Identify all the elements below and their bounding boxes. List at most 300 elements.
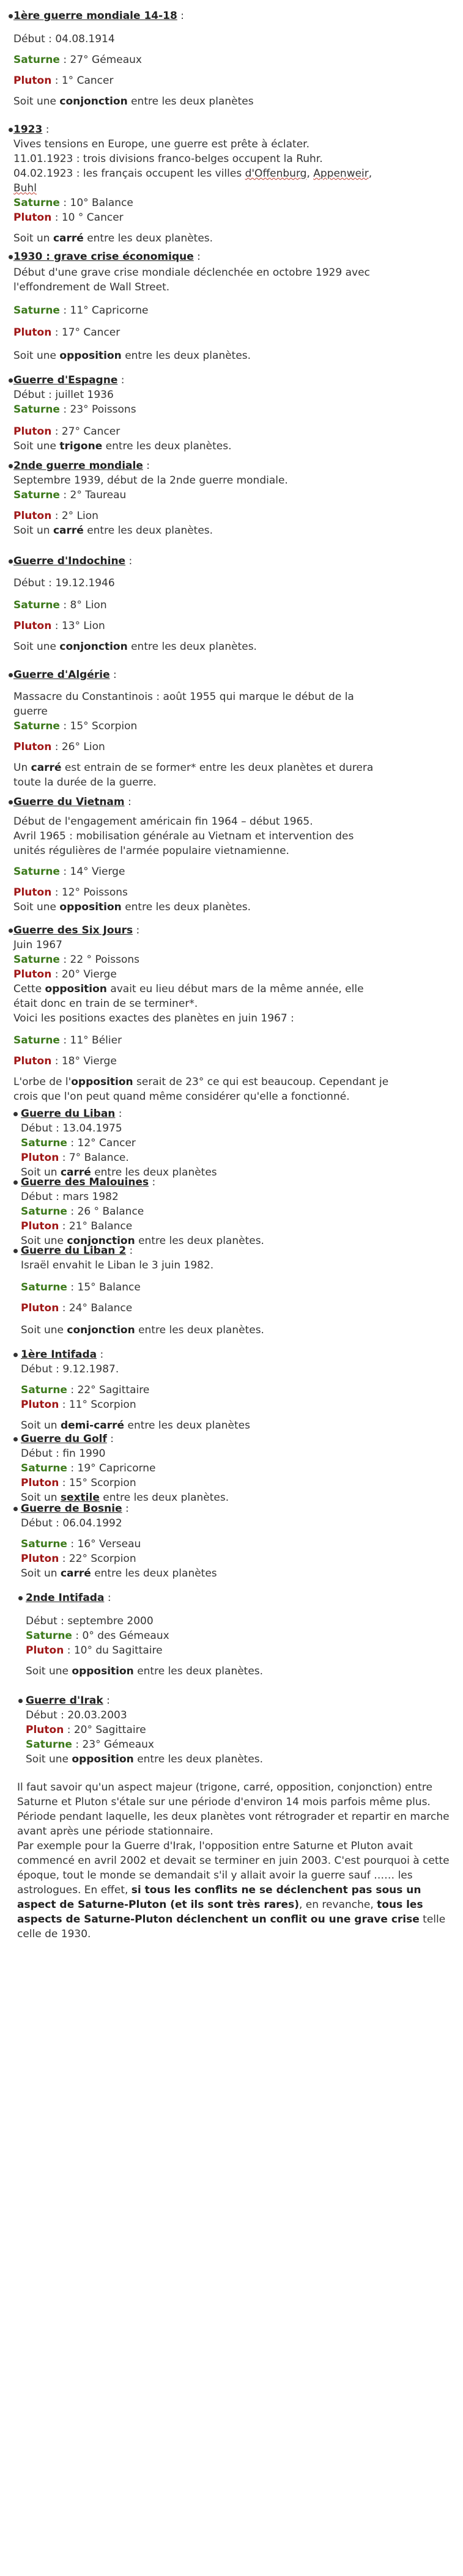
pluton-sep: :: [51, 741, 59, 753]
pluton-sep: :: [51, 968, 59, 981]
soit-prefix: Soit une: [13, 350, 60, 362]
text-line: [13, 303, 149, 318]
soit-prefix: Soit une: [13, 641, 60, 653]
pluton-label: Pluton: [13, 326, 52, 339]
text-part: avait eu lieu début mars de la même année, elle: [106, 983, 364, 995]
description-line: Vives tensions en Europe, une guerre est prête à éclater.: [13, 138, 310, 150]
text-line: [13, 982, 364, 996]
entry-title[interactable]: Guerre d'Irak: [26, 1695, 103, 1707]
pluton-sep: :: [59, 1220, 66, 1232]
conclusion-paragraph: [17, 1839, 457, 1941]
aspect-name: carré: [53, 232, 84, 245]
text-line: [13, 509, 98, 523]
pluton-label: Pluton: [13, 741, 52, 753]
title-sep: :: [126, 1245, 133, 1257]
soit-suffix: entre les deux planètes.: [127, 641, 257, 653]
soit-suffix: entre les deux planètes.: [99, 1492, 229, 1504]
text-line: [13, 554, 132, 569]
soit-suffix: entre les deux planètes.: [121, 350, 251, 362]
bullet-icon: [9, 929, 13, 933]
description-line: Voici les positions exactes des planètes en juin 1967 :: [13, 1012, 294, 1025]
description-line: Massacre du Constantinois : août 1955 qui marque le début de la: [13, 691, 354, 703]
pluton-position: 12° Poissons: [61, 886, 128, 899]
text-line: [13, 639, 257, 654]
pluton-position: 13° Lion: [61, 620, 105, 632]
pluton-sep: :: [64, 1724, 71, 1736]
text-line: [13, 424, 120, 439]
pluton-sep: :: [59, 1399, 66, 1411]
pluton-position: 10° du Sagittaire: [73, 1644, 163, 1657]
aspect-name: carré: [60, 1567, 91, 1580]
saturne-position: 12° Cancer: [77, 1137, 136, 1149]
title-sep: :: [122, 1503, 129, 1515]
text-line: [13, 373, 125, 388]
soit-suffix: entre les deux planètes: [124, 1419, 250, 1432]
pluton-label: Pluton: [13, 75, 52, 87]
soit-suffix: entre les deux planètes.: [83, 232, 213, 245]
pluton-position: 1° Cancer: [61, 75, 114, 87]
text-part: L'orbe de l': [13, 1076, 72, 1088]
saturne-label: Saturne: [21, 1137, 67, 1149]
text-line: [13, 829, 354, 844]
text-line: [21, 1301, 132, 1316]
bullet-icon: [9, 255, 13, 259]
text-line: [13, 619, 105, 633]
text-line: [21, 1136, 136, 1150]
text-line: [21, 1566, 217, 1581]
saturne-position: 26 ° Balance: [77, 1205, 144, 1218]
debut-line: Début : 06.04.1992: [21, 1517, 122, 1529]
text-line: [21, 1362, 119, 1377]
saturne-position: 11° Capricorne: [70, 304, 149, 317]
text-line: [21, 1190, 119, 1204]
text-line: [13, 488, 126, 502]
saturne-position: 19° Capricorne: [77, 1462, 156, 1474]
text-line: [13, 1075, 388, 1089]
pluton-sep: :: [51, 620, 59, 632]
soit-prefix: Soit une: [26, 1753, 72, 1765]
comma: ,: [368, 167, 372, 180]
soit-prefix: Soit un: [21, 1419, 61, 1432]
saturne-label: Saturne: [26, 1630, 72, 1642]
aspect-name: sextile: [60, 1492, 100, 1504]
soit-prefix: Soit un: [21, 1492, 61, 1504]
pluton-sep: :: [59, 1152, 66, 1164]
text-line: [13, 996, 198, 1011]
entry-title[interactable]: Guerre du Vietnam: [13, 796, 125, 808]
text-line: [13, 9, 184, 23]
debut-line: Début : 20.03.2003: [26, 1709, 127, 1721]
entry-title[interactable]: Guerre du Golf: [21, 1433, 107, 1445]
soit-suffix: entre les deux planètes.: [102, 440, 232, 452]
soit-prefix: Soit une: [21, 1235, 67, 1247]
entry-title[interactable]: 2nde guerre mondiale: [13, 460, 143, 472]
debut-line: Début : 13.04.1975: [21, 1122, 122, 1135]
soit-suffix: entre les deux planètes.: [83, 524, 213, 537]
saturne-sep: :: [59, 866, 67, 878]
saturne-label: Saturne: [21, 1205, 67, 1218]
saturne-sep: :: [59, 403, 67, 416]
conclusion-emphasis: tous les aspects de Saturne-Pluton déclenchent un conflit ou une grave crise: [17, 1899, 423, 1926]
aspect-name: opposition: [59, 901, 122, 913]
saturne-position: 14° Vierge: [70, 866, 125, 878]
bullet-icon: [13, 1507, 18, 1511]
saturne-label: Saturne: [26, 1739, 72, 1751]
text-line: [13, 152, 323, 166]
description-line: l'effondrement de Wall Street.: [13, 281, 170, 293]
text-line: [13, 73, 113, 88]
text-line: [13, 196, 133, 210]
pluton-label: Pluton: [13, 510, 52, 522]
entry-title[interactable]: 1ère guerre mondiale 14-18: [13, 10, 177, 22]
aspect-name: conjonction: [59, 95, 128, 108]
pluton-label: Pluton: [26, 1724, 64, 1736]
soit-suffix: entre les deux planètes.: [135, 1324, 264, 1336]
text-line: [13, 1054, 117, 1069]
text-line: [13, 576, 115, 591]
city-name[interactable]: Buhl: [13, 182, 37, 194]
pluton-sep: :: [51, 425, 59, 438]
pluton-label: Pluton: [13, 886, 52, 899]
saturne-position: 27° Gémeaux: [70, 54, 142, 66]
text-line: [13, 458, 150, 473]
conclusion-emphasis: si tous les conflits ne se déclenchent pas sous un aspect de Saturne-Pluton (et ils sont très rares): [17, 1884, 421, 1911]
pluton-position: 26° Lion: [61, 741, 105, 753]
description-line: crois que l'on peut quand même considérer qu'elle a fonctionné.: [13, 1091, 350, 1103]
text-line: [21, 1106, 122, 1121]
saturne-position: 22 ° Poissons: [70, 954, 139, 966]
text-line: [13, 775, 157, 790]
pluton-position: 7° Balance.: [69, 1152, 129, 1164]
pluton-label: Pluton: [21, 1220, 59, 1232]
saturne-label: Saturne: [13, 720, 60, 732]
entry-title[interactable]: Guerre des Malouines: [21, 1176, 149, 1188]
text-line: [26, 1693, 110, 1708]
aspect-name: opposition: [59, 350, 122, 362]
entry-title[interactable]: 2nde Intifada: [26, 1592, 105, 1604]
pluton-position: 15° Scorpion: [69, 1477, 136, 1489]
saturne-label: Saturne: [21, 1384, 67, 1396]
text-line: [26, 1628, 169, 1643]
title-sep: :: [104, 1592, 111, 1604]
aspect-name: conjonction: [67, 1324, 135, 1336]
text-line: [13, 719, 137, 734]
debut-line: Début : 19.12.1946: [13, 577, 115, 589]
saturne-sep: :: [72, 1739, 80, 1751]
saturne-position: 2° Taureau: [70, 489, 127, 501]
description-line: Début de l'engagement américain fin 1964 – début 1965.: [13, 815, 313, 828]
pluton-position: 17° Cancer: [61, 326, 120, 339]
text-line: [26, 1752, 263, 1767]
bullet-icon: [13, 1112, 18, 1116]
saturne-label: Saturne: [13, 489, 60, 501]
text-line: [13, 32, 115, 46]
saturne-label: Saturne: [13, 197, 60, 209]
entry-title[interactable]: Guerre d'Algérie: [13, 669, 110, 681]
bullet-icon: [9, 559, 13, 564]
text-line: [26, 1723, 146, 1737]
text-line: [26, 1708, 127, 1723]
aspect-name: conjonction: [59, 641, 128, 653]
saturne-sep: :: [67, 1384, 75, 1396]
pluton-label: Pluton: [13, 1055, 52, 1067]
saturne-label: Saturne: [13, 304, 60, 317]
text-line: [21, 1476, 136, 1490]
pluton-label: Pluton: [21, 1553, 59, 1565]
text-line: [26, 1591, 111, 1605]
text-line: [13, 402, 136, 417]
soit-prefix: Soit un: [21, 1166, 61, 1179]
text-line: [13, 388, 114, 402]
saturne-label: Saturne: [21, 1538, 67, 1550]
pluton-label: Pluton: [21, 1399, 59, 1411]
text-part: serait de 23° ce qui est beaucoup. Cependant je: [133, 1076, 389, 1088]
entry-title[interactable]: Guerre d'Espagne: [13, 374, 118, 386]
bullet-icon: [9, 800, 13, 804]
pluton-position: 18° Vierge: [61, 1055, 117, 1067]
text-line: [13, 166, 372, 181]
saturne-label: Saturne: [13, 54, 60, 66]
pluton-label: Pluton: [13, 620, 52, 632]
pluton-label: Pluton: [13, 212, 52, 224]
pluton-label: Pluton: [13, 968, 52, 981]
aspect-name: opposition: [71, 1076, 133, 1088]
debut-line: Début : mars 1982: [21, 1191, 119, 1203]
text-line: [13, 938, 62, 952]
entry-title[interactable]: 1923: [13, 123, 43, 136]
text-line: [26, 1664, 263, 1679]
text-line: [13, 231, 213, 246]
soit-prefix: Soit une: [13, 95, 60, 108]
description-line: guerre: [13, 705, 48, 718]
soit-suffix: entre les deux planètes.: [135, 1235, 264, 1247]
saturne-position: 16° Verseau: [77, 1538, 141, 1550]
text-line: [13, 814, 313, 829]
title-sep: :: [97, 1349, 104, 1361]
entry-title[interactable]: 1930 : grave crise économique: [13, 251, 194, 263]
un-prefix: Un: [13, 762, 31, 774]
soit-prefix: Soit une: [13, 440, 60, 452]
text-line: [13, 952, 139, 967]
saturne-sep: :: [59, 599, 67, 611]
text-line: [13, 122, 49, 137]
text-line: [21, 1397, 136, 1412]
title-sep: :: [133, 924, 140, 937]
conclusion-text: telle celle de 1930.: [17, 1913, 446, 1940]
text-line: [21, 1383, 149, 1397]
text-line: [13, 923, 139, 938]
description-line: Septembre 1939, début de la 2nde guerre mondiale.: [13, 474, 288, 487]
aspect-name: opposition: [45, 983, 107, 995]
description-line: Israël envahit le Liban le 3 juin 1982.: [21, 1259, 214, 1271]
title-sep: :: [103, 1695, 110, 1707]
title-sep: :: [117, 374, 125, 386]
text-line: [21, 1446, 105, 1461]
saturne-sep: :: [59, 489, 67, 501]
text-line: [13, 137, 309, 152]
saturne-sep: :: [72, 1630, 80, 1642]
title-sep: :: [177, 10, 184, 22]
saturne-sep: :: [59, 197, 67, 209]
text-line: [13, 844, 289, 858]
pluton-position: 11° Scorpion: [69, 1399, 136, 1411]
pluton-label: Pluton: [21, 1152, 59, 1164]
text-line: [13, 53, 142, 67]
saturne-sep: :: [59, 954, 67, 966]
text-line: [13, 265, 370, 280]
pluton-position: 20° Sagittaire: [73, 1724, 146, 1736]
soit-suffix: entre les deux planètes: [91, 1567, 217, 1580]
pluton-sep: :: [51, 326, 59, 339]
entry-title[interactable]: Guerre du Liban: [21, 1108, 116, 1120]
text-line: [13, 280, 169, 295]
saturne-sep: :: [67, 1538, 75, 1550]
pluton-position: 2° Lion: [61, 510, 98, 522]
saturne-position: 0° des Gémeaux: [82, 1630, 169, 1642]
text-line: [13, 1089, 350, 1104]
pluton-sep: :: [59, 1302, 66, 1314]
saturne-sep: :: [67, 1137, 75, 1149]
saturne-position: 23° Gémeaux: [82, 1739, 154, 1751]
bullet-icon: [13, 1353, 18, 1357]
aspect-name: opposition: [72, 1665, 134, 1677]
text-line: [26, 1643, 163, 1658]
pluton-label: Pluton: [21, 1477, 59, 1489]
bullet-icon: [9, 464, 13, 468]
text-line: [13, 210, 124, 225]
soit-prefix: Soit un: [13, 524, 53, 537]
pluton-sep: :: [59, 1477, 66, 1489]
text-line: [21, 1204, 144, 1219]
bullet-icon: [18, 1699, 23, 1703]
soit-prefix: Soit un: [13, 232, 53, 245]
pluton-sep: :: [64, 1644, 71, 1657]
text-line: [13, 325, 120, 340]
saturne-sep: :: [59, 1034, 67, 1047]
debut-line: Juin 1967: [13, 939, 62, 951]
text-line: [21, 1347, 103, 1362]
entry-title[interactable]: Guerre de Bosnie: [21, 1503, 122, 1515]
text-line: [13, 598, 107, 613]
pluton-sep: :: [59, 1553, 66, 1565]
saturne-sep: :: [59, 54, 67, 66]
conclusion-paragraph: [17, 1780, 457, 1839]
text-line: [21, 1551, 136, 1566]
aspect-after: est entrain de se former* entre les deux planètes et durera: [61, 762, 374, 774]
pluton-position: 21° Balance: [69, 1220, 133, 1232]
aspect-name: opposition: [72, 1753, 134, 1765]
text-line: [13, 1011, 294, 1026]
pluton-sep: :: [51, 510, 59, 522]
saturne-label: Saturne: [13, 954, 60, 966]
text-line: [13, 795, 131, 809]
soit-suffix: entre les deux planètes: [91, 1166, 217, 1179]
text-line: [21, 1175, 155, 1190]
pluton-position: 24° Balance: [69, 1302, 133, 1314]
saturne-label: Saturne: [21, 1462, 67, 1474]
pluton-position: 22° Scorpion: [69, 1553, 136, 1565]
text-line: [13, 181, 37, 196]
title-sep: :: [125, 555, 133, 567]
text-line: [21, 1418, 250, 1433]
title-sep: :: [149, 1176, 156, 1188]
city-name[interactable]: d'Offenburg: [245, 167, 307, 180]
entry-title[interactable]: 1ère Intifada: [21, 1349, 97, 1361]
bullet-icon: [13, 1180, 18, 1185]
city-name[interactable]: Appenweir: [313, 167, 369, 180]
soit-prefix: Soit une: [21, 1324, 67, 1336]
entry-title[interactable]: Guerre du Liban 2: [21, 1245, 127, 1257]
pluton-sep: :: [51, 75, 59, 87]
pluton-sep: :: [51, 886, 59, 899]
title-sep: :: [106, 1433, 114, 1445]
saturne-position: 8° Lion: [70, 599, 107, 611]
text-line: [13, 760, 373, 775]
conclusion-text: Il faut savoir qu'un aspect majeur (trigone, carré, opposition, conjonction) entre Saturne et Pluton s'étale sur une période d'environ 14 mois parfois même plus. Période pendant laquelle, les deux planètes vont rétrograder et repartir en marche avant après une période stationnaire.: [17, 1781, 450, 1838]
text-line: [13, 690, 354, 704]
debut-line: Début : septembre 2000: [26, 1615, 154, 1627]
bullet-icon: [13, 1437, 18, 1441]
title-sep: :: [124, 796, 131, 808]
soit-suffix: entre les deux planètes.: [133, 1665, 264, 1677]
description-line: Début d'une grave crise mondiale déclenchée en octobre 1929 avec: [13, 267, 370, 279]
description-line: Avril 1965 : mobilisation générale au Vietnam et intervention des: [13, 830, 354, 842]
aspect-name: conjonction: [67, 1235, 135, 1247]
text-line: [21, 1432, 114, 1446]
saturne-label: Saturne: [13, 1034, 60, 1047]
entry-title[interactable]: Guerre d'Indochine: [13, 555, 126, 567]
text-line: [13, 348, 251, 363]
text-line: [13, 704, 48, 719]
conclusion-text: Par exemple pour la Guerre d'Irak, l'opposition entre Saturne et Pluton avait commencé en avril 2002 et devait se terminer en juin 2003. C'est pourquoi à cette époque, tout le monde se demandait s'il y allait avoir la guerre sauf …… les astrologues. En effet,: [17, 1840, 450, 1896]
text-line: [26, 1737, 154, 1752]
debut-line: Début : juillet 1936: [13, 389, 114, 401]
entry-title[interactable]: Guerre des Six Jours: [13, 924, 133, 937]
debut-line: Début : 04.08.1914: [13, 33, 115, 45]
saturne-position: 11° Bélier: [70, 1034, 122, 1047]
description-line: 04.02.1923 : les français occupent les villes: [13, 167, 245, 180]
aspect-name: carré: [60, 1166, 91, 1179]
text-line: [13, 94, 254, 109]
bullet-icon: [9, 14, 13, 18]
description-line: unités régulières de l'armée populaire vietnamienne.: [13, 845, 289, 857]
debut-line: Début : fin 1990: [21, 1448, 106, 1460]
pluton-sep: :: [51, 212, 59, 224]
pluton-label: Pluton: [21, 1302, 59, 1314]
text-line: [21, 1323, 264, 1338]
saturne-sep: :: [67, 1205, 75, 1218]
saturne-sep: :: [59, 304, 67, 317]
title-sep: :: [42, 123, 50, 136]
saturne-label: Saturne: [21, 1281, 67, 1294]
soit-prefix: Soit un: [21, 1567, 61, 1580]
text-line: [21, 1461, 156, 1476]
bullet-icon: [9, 128, 13, 132]
aspect-name: carré: [31, 762, 62, 774]
title-sep: :: [143, 460, 150, 472]
bullet-icon: [9, 378, 13, 383]
saturne-position: 15° Scorpion: [70, 720, 138, 732]
comma: ,: [306, 167, 314, 180]
text-line: [21, 1501, 129, 1516]
text-line: [13, 668, 117, 682]
soit-suffix: entre les deux planètes.: [121, 901, 251, 913]
pluton-position: 10 ° Cancer: [61, 212, 124, 224]
saturne-position: 15° Balance: [77, 1281, 141, 1294]
text-line: [21, 1516, 122, 1531]
text-line: [21, 1219, 132, 1234]
conclusion: [17, 1780, 457, 1941]
